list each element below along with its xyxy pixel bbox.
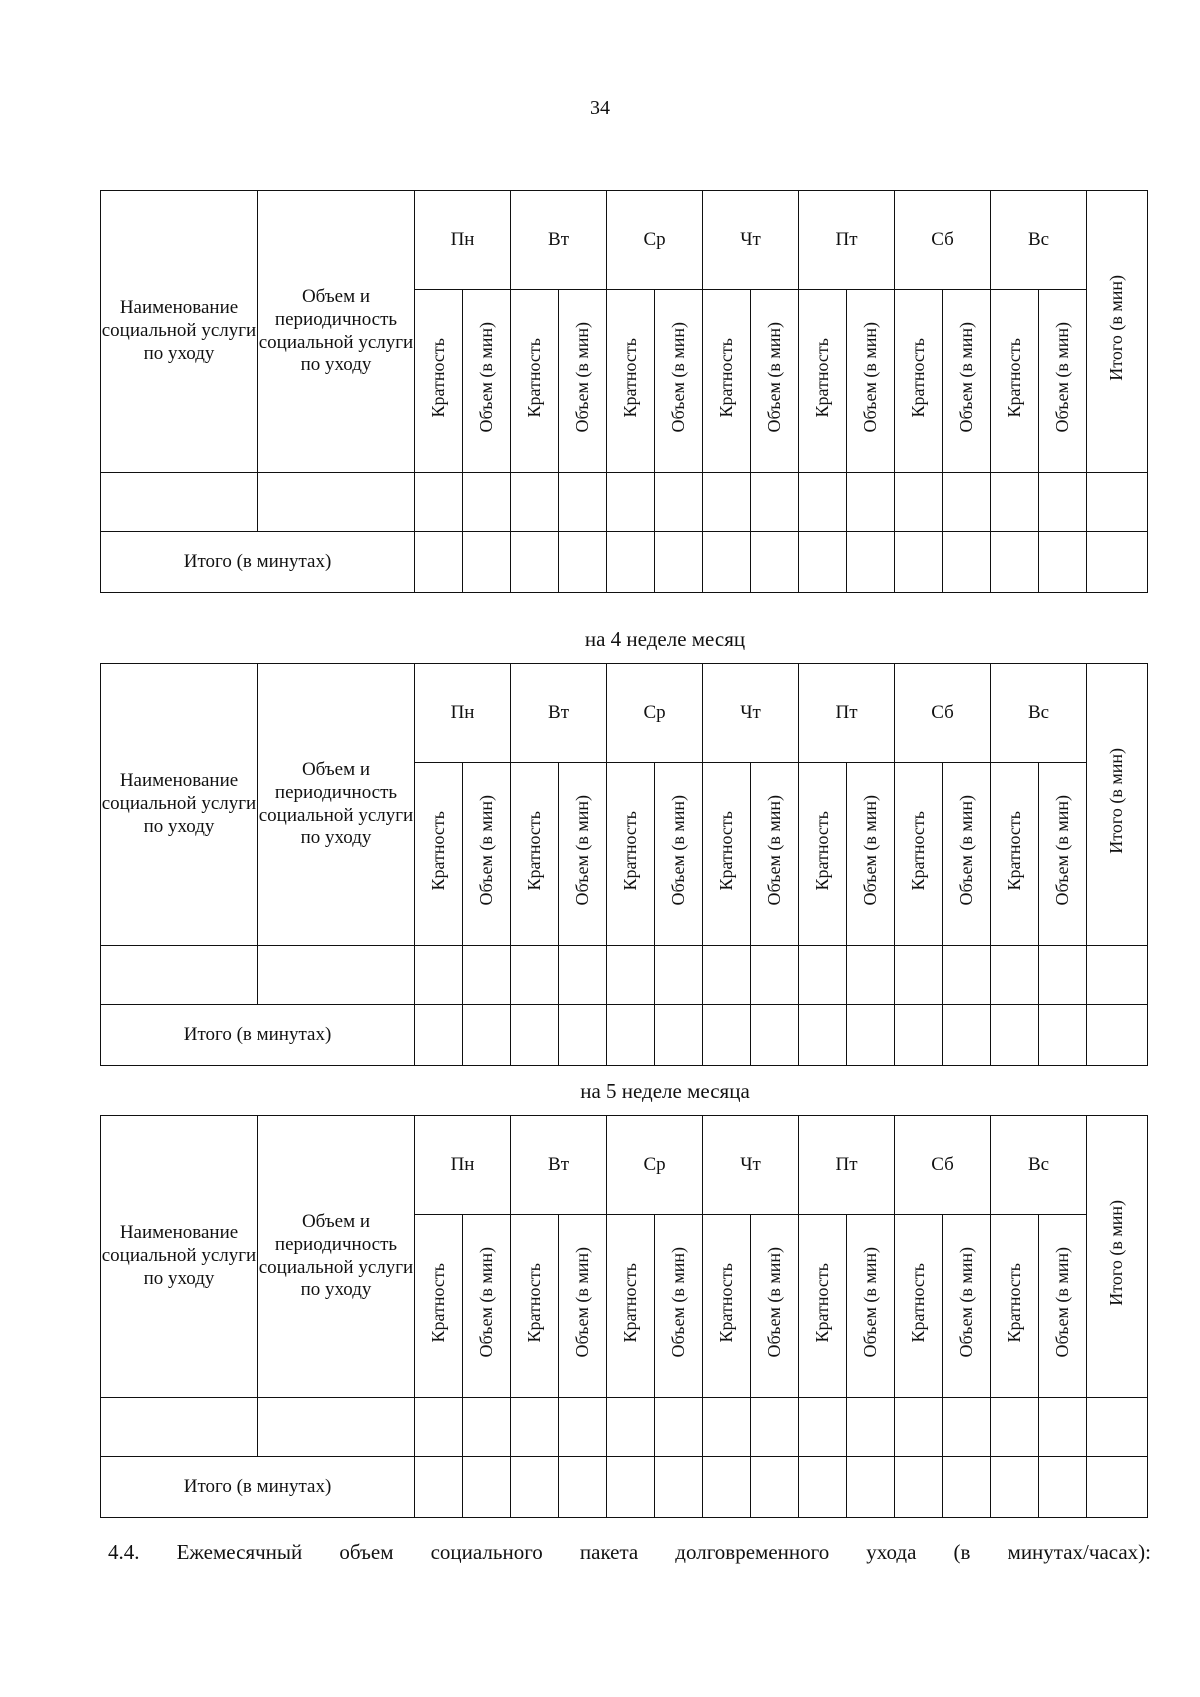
table-cell <box>101 946 258 1005</box>
header-multiplicity: Кратность <box>991 763 1039 946</box>
header-multiplicity: Кратность <box>415 763 463 946</box>
table-cell <box>1039 1005 1087 1066</box>
table-cell <box>463 532 511 593</box>
schedule-table-2 <box>100 663 1148 1066</box>
table-cell <box>847 532 895 593</box>
header-multiplicity: Кратность <box>607 763 655 946</box>
table-cell <box>895 532 943 593</box>
table-cell <box>101 473 258 532</box>
total-row <box>101 1005 1148 1066</box>
table-cell <box>559 1457 607 1518</box>
header-volume-min: Объем (в мин) <box>655 763 703 946</box>
header-day: Вт <box>511 1116 607 1215</box>
table-cell <box>511 1457 559 1518</box>
header-day: Пт <box>799 1116 895 1215</box>
header-service-volume: Объем и периодичность социальной услуги по уходу <box>258 1116 415 1398</box>
table-cell <box>703 532 751 593</box>
table-cell <box>463 946 511 1005</box>
table-cell <box>799 473 847 532</box>
header-multiplicity: Кратность <box>799 763 847 946</box>
header-total-minutes: Итого (в мин) <box>1087 1116 1148 1398</box>
header-multiplicity: Кратность <box>415 290 463 473</box>
table-cell <box>1039 473 1087 532</box>
table-cell <box>895 946 943 1005</box>
table-cell <box>607 1398 655 1457</box>
table-cell <box>511 473 559 532</box>
table-cell <box>799 532 847 593</box>
table-cell <box>1039 1457 1087 1518</box>
header-day: Вт <box>511 664 607 763</box>
table-cell <box>607 532 655 593</box>
table-cell <box>655 1005 703 1066</box>
header-volume-min: Объем (в мин) <box>847 1215 895 1398</box>
header-multiplicity: Кратность <box>415 1215 463 1398</box>
table-cell <box>799 1398 847 1457</box>
header-multiplicity: Кратность <box>895 290 943 473</box>
table-cell <box>415 1398 463 1457</box>
table-cell <box>991 946 1039 1005</box>
header-volume-min: Объем (в мин) <box>751 1215 799 1398</box>
header-day: Сб <box>895 191 991 290</box>
header-day: Сб <box>895 1116 991 1215</box>
table-cell <box>607 1005 655 1066</box>
table-cell <box>847 1398 895 1457</box>
header-multiplicity: Кратность <box>703 1215 751 1398</box>
table-cell <box>607 473 655 532</box>
table-cell <box>655 1398 703 1457</box>
header-total-minutes: Итого (в мин) <box>1087 191 1148 473</box>
table-row <box>101 1398 1148 1457</box>
schedule-table-3 <box>100 1115 1148 1518</box>
table-cell <box>415 1005 463 1066</box>
table-cell <box>751 532 799 593</box>
header-day: Чт <box>703 664 799 763</box>
table-cell <box>943 532 991 593</box>
table-cell <box>799 1457 847 1518</box>
header-day: Пт <box>799 191 895 290</box>
table-cell <box>1087 1005 1148 1066</box>
header-day: Ср <box>607 664 703 763</box>
total-row <box>101 532 1148 593</box>
table-cell <box>991 1398 1039 1457</box>
header-volume-min: Объем (в мин) <box>655 290 703 473</box>
table-row <box>101 473 1148 532</box>
table-cell <box>991 473 1039 532</box>
table-cell <box>463 473 511 532</box>
header-volume-min: Объем (в мин) <box>463 290 511 473</box>
table-cell <box>703 946 751 1005</box>
header-day: Вс <box>991 664 1087 763</box>
header-multiplicity: Кратность <box>799 1215 847 1398</box>
table-cell <box>847 946 895 1005</box>
table-cell <box>1087 946 1148 1005</box>
header-volume-min: Объем (в мин) <box>943 290 991 473</box>
table-cell <box>511 1005 559 1066</box>
table-cell <box>415 946 463 1005</box>
header-day: Ср <box>607 1116 703 1215</box>
table-cell <box>258 473 415 532</box>
table-cell <box>511 532 559 593</box>
table-cell <box>799 1005 847 1066</box>
table-cell <box>943 946 991 1005</box>
table-cell <box>991 1005 1039 1066</box>
table-cell <box>799 946 847 1005</box>
table-cell <box>511 1398 559 1457</box>
table-cell <box>703 1457 751 1518</box>
table-cell <box>559 473 607 532</box>
header-volume-min: Объем (в мин) <box>751 290 799 473</box>
header-day: Вс <box>991 1116 1087 1215</box>
header-service-volume: Объем и периодичность социальной услуги по уходу <box>258 191 415 473</box>
table-cell <box>703 1398 751 1457</box>
table-cell <box>258 946 415 1005</box>
header-total-minutes: Итого (в мин) <box>1087 664 1148 946</box>
table-cell <box>258 1398 415 1457</box>
table-cell <box>847 1457 895 1518</box>
table-cell <box>751 1398 799 1457</box>
table-cell <box>607 946 655 1005</box>
table-cell <box>1039 1398 1087 1457</box>
header-multiplicity: Кратность <box>991 290 1039 473</box>
table-cell <box>463 1457 511 1518</box>
total-row <box>101 1457 1148 1518</box>
table-cell <box>1087 473 1148 532</box>
header-multiplicity: Кратность <box>799 290 847 473</box>
table-cell <box>895 1457 943 1518</box>
header-volume-min: Объем (в мин) <box>1039 1215 1087 1398</box>
table-cell <box>655 1457 703 1518</box>
header-volume-min: Объем (в мин) <box>847 290 895 473</box>
header-day: Пн <box>415 191 511 290</box>
header-day: Пт <box>799 664 895 763</box>
header-service-name: Наименование социальной услуги по уходу <box>101 1116 258 1398</box>
header-multiplicity: Кратность <box>511 763 559 946</box>
header-multiplicity: Кратность <box>991 1215 1039 1398</box>
header-multiplicity: Кратность <box>895 763 943 946</box>
table-cell <box>943 1398 991 1457</box>
header-volume-min: Объем (в мин) <box>943 763 991 946</box>
header-day: Чт <box>703 1116 799 1215</box>
header-day: Сб <box>895 664 991 763</box>
header-day: Вт <box>511 191 607 290</box>
header-service-volume: Объем и периодичность социальной услуги по уходу <box>258 664 415 946</box>
table-cell <box>559 1398 607 1457</box>
table-cell <box>943 473 991 532</box>
header-multiplicity: Кратность <box>703 290 751 473</box>
table-cell <box>703 1005 751 1066</box>
table-cell <box>655 946 703 1005</box>
header-volume-min: Объем (в мин) <box>1039 290 1087 473</box>
table-cell <box>943 1457 991 1518</box>
table-cell <box>415 1457 463 1518</box>
header-volume-min: Объем (в мин) <box>847 763 895 946</box>
total-row-label: Итого (в минутах) <box>101 532 415 593</box>
header-multiplicity: Кратность <box>511 290 559 473</box>
header-volume-min: Объем (в мин) <box>463 1215 511 1398</box>
table-cell <box>1039 532 1087 593</box>
header-volume-min: Объем (в мин) <box>655 1215 703 1398</box>
header-day: Пн <box>415 1116 511 1215</box>
header-day: Пн <box>415 664 511 763</box>
table-row <box>101 946 1148 1005</box>
header-volume-min: Объем (в мин) <box>1039 763 1087 946</box>
table-cell <box>1087 532 1148 593</box>
header-volume-min: Объем (в мин) <box>559 1215 607 1398</box>
table-cell <box>1087 1398 1148 1457</box>
table-cell <box>559 1005 607 1066</box>
table-cell <box>415 473 463 532</box>
header-day: Ср <box>607 191 703 290</box>
table-cell <box>895 473 943 532</box>
caption-week-5: на 5 неделе месяца <box>580 1079 750 1103</box>
header-service-name: Наименование социальной услуги по уходу <box>101 191 258 473</box>
header-volume-min: Объем (в мин) <box>559 763 607 946</box>
table-cell <box>463 1005 511 1066</box>
table-cell <box>607 1457 655 1518</box>
header-multiplicity: Кратность <box>511 1215 559 1398</box>
total-row-label: Итого (в минутах) <box>101 1005 415 1066</box>
header-multiplicity: Кратность <box>607 1215 655 1398</box>
table-cell <box>511 946 559 1005</box>
table-cell <box>847 1005 895 1066</box>
header-volume-min: Объем (в мин) <box>943 1215 991 1398</box>
table-cell <box>415 532 463 593</box>
header-service-name: Наименование социальной услуги по уходу <box>101 664 258 946</box>
page-number: 34 <box>590 97 610 119</box>
table-cell <box>559 532 607 593</box>
table-cell <box>751 473 799 532</box>
caption-week-4: на 4 неделе месяц <box>584 627 746 651</box>
table-cell <box>991 1457 1039 1518</box>
header-multiplicity: Кратность <box>895 1215 943 1398</box>
header-day: Вс <box>991 191 1087 290</box>
table-cell <box>655 532 703 593</box>
table-cell <box>1087 1457 1148 1518</box>
table-cell <box>751 1005 799 1066</box>
header-multiplicity: Кратность <box>703 763 751 946</box>
table-cell <box>895 1005 943 1066</box>
table-cell <box>895 1398 943 1457</box>
table-cell <box>703 473 751 532</box>
header-multiplicity: Кратность <box>607 290 655 473</box>
table-cell <box>847 473 895 532</box>
table-cell <box>655 473 703 532</box>
table-cell <box>559 946 607 1005</box>
header-day: Чт <box>703 191 799 290</box>
section-4-4-heading: 4.4. Ежемесячный объем социального пакета долговременного ухода (в минутах/часах): <box>108 1540 1151 1564</box>
header-volume-min: Объем (в мин) <box>751 763 799 946</box>
header-volume-min: Объем (в мин) <box>559 290 607 473</box>
table-cell <box>991 532 1039 593</box>
table-cell <box>463 1398 511 1457</box>
table-cell <box>101 1398 258 1457</box>
total-row-label: Итого (в минутах) <box>101 1457 415 1518</box>
header-volume-min: Объем (в мин) <box>463 763 511 946</box>
table-cell <box>1039 946 1087 1005</box>
table-cell <box>751 1457 799 1518</box>
table-cell <box>751 946 799 1005</box>
schedule-table-1 <box>100 190 1148 593</box>
table-cell <box>943 1005 991 1066</box>
